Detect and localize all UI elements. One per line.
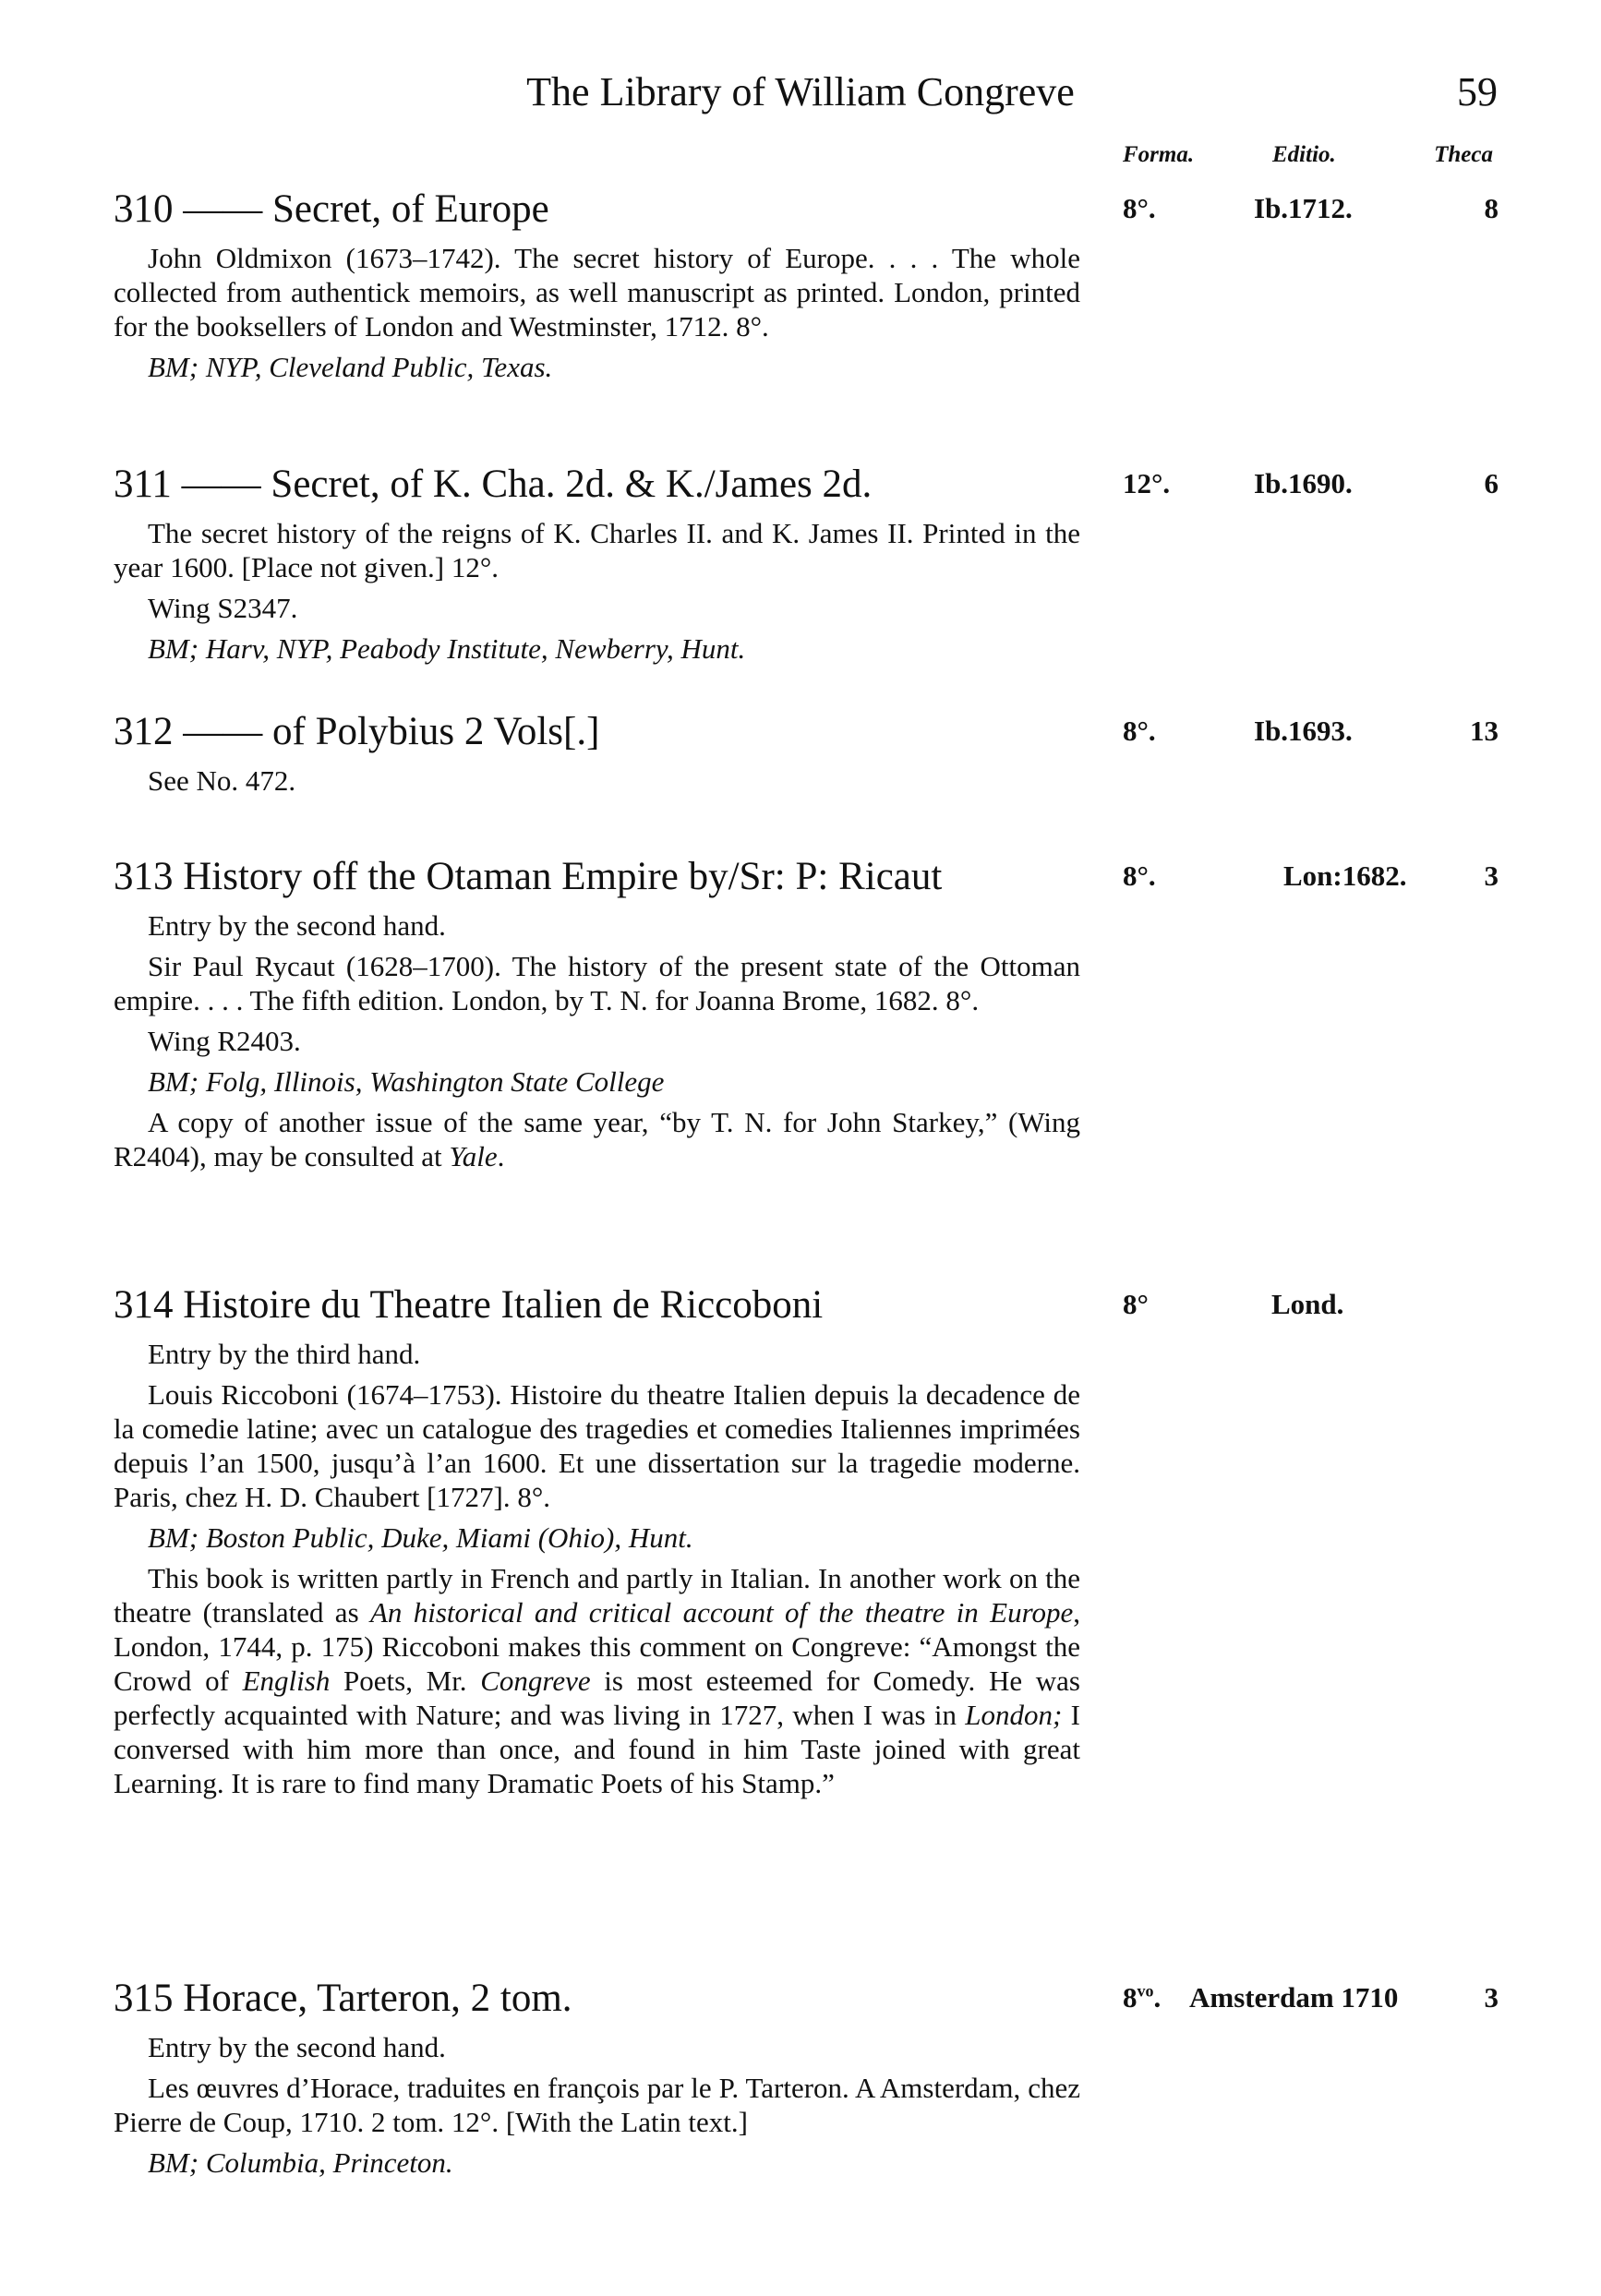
text: Poets, Mr. [330, 1665, 481, 1697]
entry-title: 312 —— of Polybius 2 Vols[.] [114, 710, 600, 753]
italic-text: BM; Boston Public, Duke, Miami (Ohio), Hunt. [148, 1521, 693, 1554]
italic-text: An historical and critical account of the theatre in Europe [369, 1596, 1074, 1629]
text: Louis Riccoboni (1674–1753). Histoire du theatre Italien depuis la decadence de la comedie latine; avec un catalogue des tragedies et comedies Italiennes imprimées depuis l’an 1500, jusqu’à l’an 1600. Et une dissertation sur la tragedie moderne. Paris, chez H. D. Chaubert [1727]. 8°. [114, 1378, 1080, 1513]
entry-paragraph [114, 350, 1080, 384]
entry-forma: 8°. [1123, 859, 1156, 892]
entry-paragraph [114, 631, 1080, 666]
entry-editio: Lon:1682. [1283, 859, 1407, 892]
entry-theca: 3 [1484, 859, 1499, 892]
italic-text: BM; Columbia, Princeton. [148, 2146, 453, 2179]
column-header-editio: Editio. [1272, 142, 1336, 167]
text: See No. 472. [148, 764, 296, 797]
entry-theca: 8 [1484, 192, 1499, 224]
forma-value: 8 [1123, 1981, 1138, 2014]
column-header-forma: Forma. [1123, 142, 1195, 167]
entry-paragraph [114, 2030, 1080, 2064]
entry-paragraph [114, 241, 1080, 343]
entry-title: 314 Histoire du Theatre Italien de Riccoboni [114, 1283, 824, 1327]
text: , London, 1744, p. 175) Riccoboni makes this comment on Congreve: “Amongst the Crowd of [114, 1596, 1080, 1697]
entry-theca: 6 [1484, 467, 1499, 499]
text: This book is written partly in French and partly in Italian. In another work on the theatre (translated as [114, 1562, 1080, 1629]
italic-text: Yale [449, 1140, 498, 1172]
entry-paragraph [114, 1105, 1080, 1173]
entry-forma: 8°. [1123, 192, 1156, 224]
entry-forma: 8°. [1123, 715, 1156, 747]
column-header-theca: Theca [1434, 142, 1493, 167]
entry-paragraph [114, 2146, 1080, 2180]
entry-paragraph [114, 2071, 1080, 2139]
italic-text: Congreve [480, 1665, 591, 1697]
entry-title: 310 —— Secret, of Europe [114, 187, 549, 231]
running-header-title: The Library of William Congreve [526, 69, 1075, 114]
italic-text: English [242, 1665, 331, 1697]
entry-paragraph [114, 1521, 1080, 1555]
catalogue-entry [114, 460, 1499, 666]
entry-theca: 13 [1470, 715, 1499, 747]
forma-end: . [1153, 1981, 1162, 2014]
entry-editio: Ib.1690. [1254, 467, 1353, 499]
text: . [497, 1140, 505, 1172]
italic-text: BM; Folg, Illinois, Washington State College [148, 1065, 665, 1098]
text: I conversed with him more than once, and found in him Taste joined with great Learning. It is rare to find many Dramatic Poets of his Stamp.” [114, 1699, 1080, 1799]
entry-paragraph [114, 908, 1080, 943]
entry-title: 313 History off the Otaman Empire by/Sr: P: Ricaut [114, 855, 943, 898]
entry-title: 311 —— Secret, of K. Cha. 2d. & K./James 2d. [114, 463, 873, 506]
italic-text: BM; NYP, Cleveland Public, Texas. [148, 351, 553, 383]
page-number: 59 [1457, 69, 1498, 114]
entry-forma: 8° [1123, 1288, 1149, 1320]
italic-text: BM; Harv, NYP, Peabody Institute, Newberry, Hunt. [148, 632, 746, 665]
catalogue-entry [114, 1280, 1499, 1800]
text: Wing R2403. [148, 1025, 301, 1057]
entry-paragraph [114, 591, 1080, 625]
text: John Oldmixon (1673–1742). The secret history of Europe. . . . The whole collected from authentick memoirs, as well manuscript as printed. London, printed for the booksellers of London and Westminster, 1712. 8°. [114, 242, 1080, 343]
entry-paragraph [114, 516, 1080, 584]
forma-superscript: vo [1137, 1981, 1154, 2001]
text: Entry by the third hand. [148, 1338, 421, 1370]
entry-paragraph [114, 1377, 1080, 1514]
entry-paragraph [114, 763, 1080, 798]
entry-paragraph [114, 1337, 1080, 1371]
catalogue-entry [114, 185, 1499, 384]
catalogue-entry [114, 852, 1499, 1173]
entry-paragraph [114, 1064, 1080, 1099]
text: is most esteemed for Comedy. He was perfectly acquainted with Nature; and was living in 1727, when I was in [114, 1665, 1081, 1731]
text: Entry by the second hand. [148, 909, 446, 942]
text: Entry by the second hand. [148, 2031, 446, 2063]
entry-paragraph [114, 1024, 1080, 1058]
text: Les œuvres d’Horace, traduites en françois par le P. Tarteron. A Amsterdam, chez Pierre de Coup, 1710. 2 tom. 12°. [With the Latin text.] [114, 2072, 1080, 2138]
entry-paragraph [114, 1561, 1080, 1800]
entry-editio: Amsterdam 1710 [1189, 1981, 1399, 2014]
entry-title: 315 Horace, Tarteron, 2 tom. [114, 1977, 572, 2020]
entry-theca: 3 [1484, 1981, 1499, 2014]
text: The secret history of the reigns of K. Charles II. and K. James II. Printed in the year 1600. [Place not given.] 12°. [114, 517, 1080, 583]
entry-editio: Ib.1693. [1254, 715, 1353, 747]
catalogue-entry [114, 1974, 1499, 2180]
text: Sir Paul Rycaut (1628–1700). The history of the present state of the Ottoman empire. . . . The fifth edition. London, by T. N. for Joanna Brome, 1682. 8°. [114, 950, 1080, 1016]
italic-text: London; [965, 1699, 1063, 1731]
entry-editio: Ib.1712. [1254, 192, 1353, 224]
catalogue-entry [114, 707, 1499, 798]
text: A copy of another issue of the same year, “by T. N. for John Starkey,” (Wing R2404), may be consulted at [114, 1106, 1080, 1172]
text: Wing S2347. [148, 592, 298, 624]
entry-paragraph [114, 949, 1080, 1017]
entry-forma: 12°. [1123, 467, 1171, 499]
entry-forma [1123, 1981, 1161, 2014]
entry-editio: Lond. [1271, 1288, 1344, 1320]
